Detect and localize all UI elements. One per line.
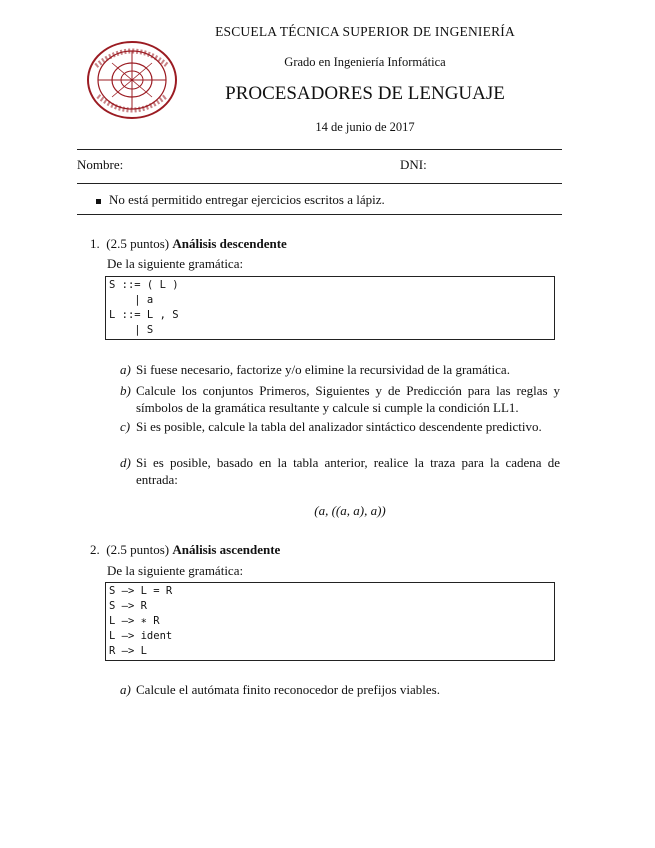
course-title: PROCESADORES DE LENGUAJE <box>225 83 505 104</box>
instruction-note <box>96 192 385 208</box>
item-text: Si fuese necesario, factorize y/o elimine la recursividad de la gramática. <box>136 362 510 377</box>
id-label: DNI: <box>400 157 427 172</box>
grammar-line: S ::= ( L ) <box>109 279 179 291</box>
divider <box>77 214 562 215</box>
item-text: Si es posible, basado en la tabla anterior, realice la traza para la cadena de entrada: <box>136 455 560 487</box>
question-number: 2. <box>90 542 100 557</box>
exam-date: 14 de junio de 2017 <box>315 120 415 134</box>
item-text: Calcule el autómata finito reconocedor de prefijos viables. <box>136 682 440 697</box>
question-2-heading <box>90 542 280 558</box>
item-text: Si es posible, calcule la tabla del analizador sintáctico descendente predictivo. <box>136 419 542 434</box>
item-label: c) <box>120 419 131 434</box>
grammar-line: S –> R <box>109 600 147 612</box>
university-seal-logo <box>82 38 182 122</box>
grammar-line: L –> ∗ R <box>109 615 160 627</box>
grammar-line: L ::= L , S <box>109 309 179 321</box>
divider <box>77 149 562 150</box>
divider <box>77 183 562 184</box>
degree-name: Grado en Ingeniería Informática <box>284 55 446 69</box>
item-label: a) <box>120 362 131 377</box>
input-string-formula: (a, ((a, a), a)) <box>314 503 386 518</box>
grammar-line: S –> L = R <box>109 585 173 597</box>
grammar-line: L –> ident <box>109 630 173 642</box>
grammar-box-1 <box>105 276 555 340</box>
grammar-line: R –> L <box>109 645 147 657</box>
grammar-line: | S <box>109 324 154 336</box>
question-1-heading <box>90 236 287 252</box>
note-text: No está permitido entregar ejercicios escritos a lápiz. <box>109 192 385 207</box>
question-1-intro: De la siguiente gramática: <box>107 256 244 271</box>
item-label: b) <box>120 383 131 398</box>
question-points: (2.5 puntos) <box>106 542 170 557</box>
question-title: Análisis ascendente <box>172 542 281 557</box>
school-name: ESCUELA TÉCNICA SUPERIOR DE INGENIERÍA <box>215 24 515 39</box>
item-label: d) <box>120 455 131 470</box>
item-label: a) <box>120 682 131 697</box>
grammar-line: | a <box>109 294 154 306</box>
question-title: Análisis descendente <box>172 236 287 251</box>
item-text: Calcule los conjuntos Primeros, Siguientes y de Predicción para las reglas y símbolos de la gramática resultante y calcule si cumple la condición LL1. <box>136 383 560 415</box>
question-2-intro: De la siguiente gramática: <box>107 563 244 578</box>
bullet-icon <box>96 199 101 204</box>
name-label: Nombre: <box>77 157 124 172</box>
grammar-box-2 <box>105 582 555 661</box>
question-number: 1. <box>90 236 100 251</box>
question-points: (2.5 puntos) <box>106 236 170 251</box>
